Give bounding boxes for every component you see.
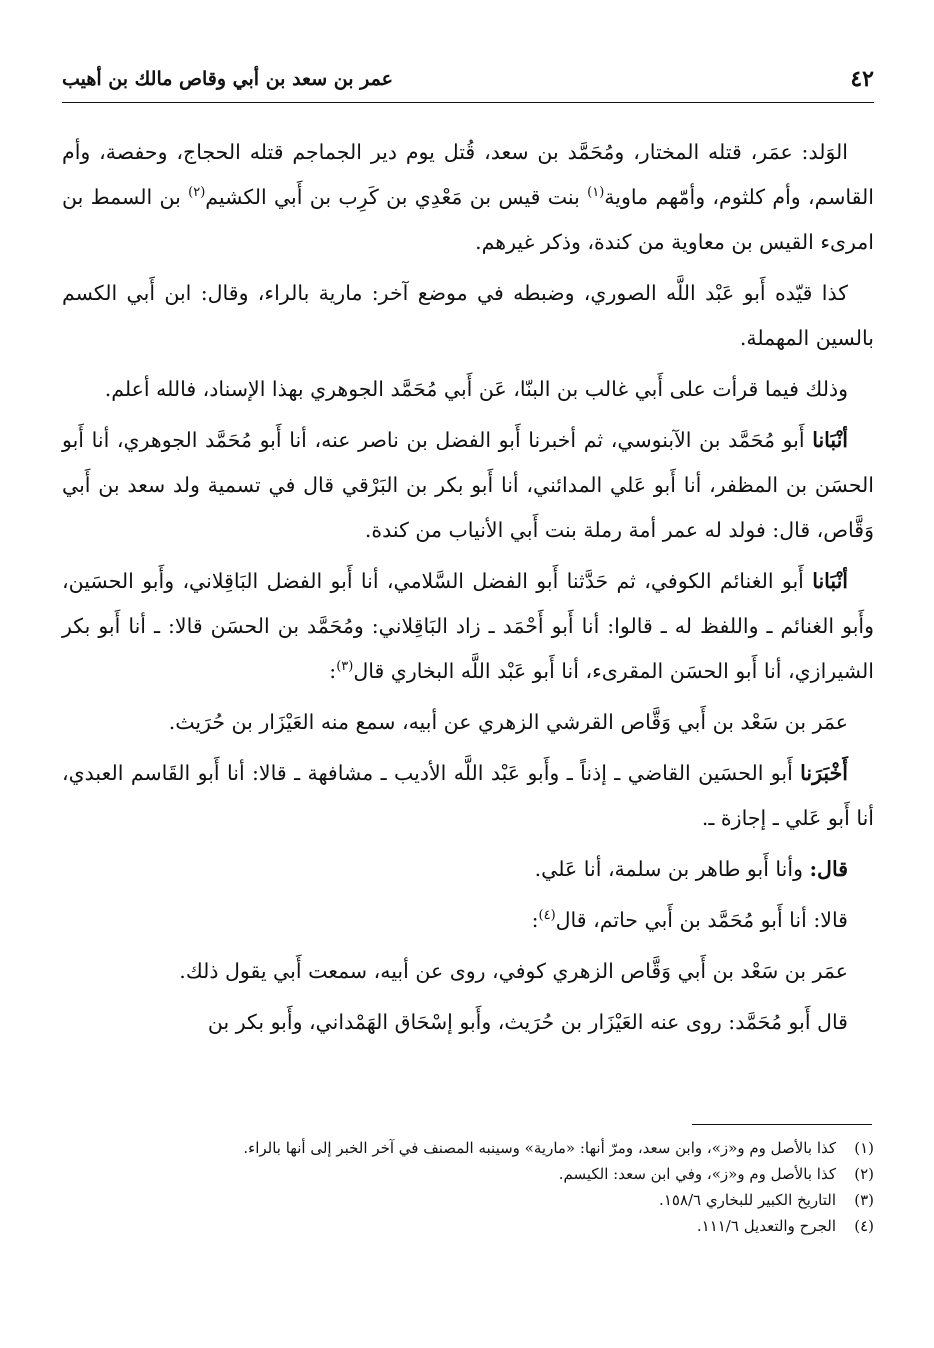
footnote [62, 1161, 874, 1187]
paragraph [62, 271, 874, 361]
paragraph-text: وذلك فيما قرأت على أَبي غالب بن البنّا، عَن أَبي مُحَمَّد الجوهري بهذا الإسناد، فالله أعلم. [104, 377, 848, 401]
paragraph-text: : [329, 659, 337, 683]
paragraph-text: كذا قيّده أَبو عَبْد اللَّه الصوري، وضبطه في موضع آخر: مارية بالراء، وقال: ابن أَبي الكسم بالسين المهملة. [62, 281, 874, 350]
paragraph [62, 418, 874, 553]
paragraph-lead-word: قال: [809, 857, 848, 881]
paragraph [62, 847, 874, 892]
paragraph-lead-word: أَخْبَرَنا [800, 761, 848, 785]
paragraph-text: بنت قيس بن مَعْدِي بن كَرِب بن أَبي الكشيم [205, 185, 588, 209]
footnote-divider [692, 1124, 872, 1125]
paragraph [62, 949, 874, 994]
paragraph-text: بن السمط بن امرىء القيس بن معاوية من كندة، وذكر غيرهم. [62, 185, 874, 254]
paragraph-text: عمَر بن سَعْد بن أَبي وَقَّاص القرشي الزهري عن أبيه، سمع منه العَيْزَار بن حُرَيث. [168, 710, 848, 734]
footnotes [62, 1135, 874, 1239]
paragraph-text: : [531, 908, 539, 932]
paragraph [62, 898, 874, 943]
paragraph [62, 700, 874, 745]
footnote-text: الجرح والتعديل ١١١/٦. [696, 1217, 836, 1235]
main-text [62, 130, 874, 1051]
paragraph-text: قالا: أنا أَبو مُحَمَّد بن أَبي حاتم، قال [555, 908, 848, 932]
footnote-number: (٤) [854, 1217, 874, 1235]
footnote-number: (٣) [854, 1191, 874, 1209]
paragraph [62, 559, 874, 694]
paragraph-lead-word: أنْبَانا [812, 569, 848, 593]
page-number: ٤٢ [850, 66, 874, 92]
paragraph-text: قال أَبو مُحَمَّد: روى عنه العَيْزَار بن حُرَيث، وأَبو إسْحَاق الهَمْداني، وأَبو بكر بن [207, 1010, 848, 1034]
paragraph-lead-word: أنْبَانا [812, 428, 848, 452]
paragraph-text: أَبو الحسَين القاضي ـ إذناً ـ وأَبو عَبْد اللَّه الأديب ـ مشافهة ـ قالا: أنا أَبو القَاسم العبدي، أنا أَبو عَلي ـ إجازة ـ. [62, 761, 874, 830]
paragraph-text: وأنا أَبو طاهر بن سلمة، أنا عَلي. [534, 857, 810, 881]
paragraph [62, 751, 874, 841]
paragraph [62, 1000, 874, 1045]
footnote-text: كذا بالأصل وم و«ز»، وابن سعد، ومرّ أنها: «مارية» وسينبه المصنف في آخر الخبر إلى أنها بالراء. [243, 1139, 836, 1157]
footnote-marker: (٢) [188, 185, 206, 201]
paragraph [62, 367, 874, 412]
footnote-number: (٢) [854, 1165, 874, 1183]
paragraph [62, 130, 874, 265]
footnote-marker: (٤) [538, 908, 556, 924]
paragraph-text: عمَر بن سَعْد بن أَبي وَقَّاص الزهري كوفي، روى عن أبيه، سمعت أَبي يقول ذلك. [179, 959, 848, 983]
footnote-number: (١) [854, 1139, 874, 1157]
footnote-text: التاريخ الكبير للبخاري ١٥٨/٦. [659, 1191, 836, 1209]
paragraph-text: أَبو الغنائم الكوفي، ثم حَدَّثنا أَبو الفضل السَّلامي، أنا أَبو الفضل البَاقِلاني، وأَبو الحسَين، وأَبو الغنائم ـ واللفظ له ـ قالوا: أنا أَبو أَحْمَد ـ زاد البَاقِلاني: ومُحَمَّد بن الحسَن قالا: ـ أنا أَبو بكر الشيرازي، أنا أَبو الحسَن المقرىء، أنا أَبو عَبْد اللَّه البخاري قال [62, 569, 875, 683]
footnote-text: كذا بالأصل وم و«ز»، وفي ابن سعد: الكيسم. [558, 1165, 836, 1183]
footnote [62, 1187, 874, 1213]
footnote [62, 1213, 874, 1239]
page-header [62, 62, 874, 103]
paragraph-text: أَبو مُحَمَّد بن الآبنوسي، ثم أخبرنا أَبو الفضل بن ناصر عنه، أنا أَبو مُحَمَّد الجوهري، أنا أَبو الحسَن بن المظفر، أنا أَبو عَلي المدائني، أنا أَبو بكر بن البَرْقي قال في تسمية ولد سعد بن أَبي وَقَّاص، قال: فولد له عمر أمة رملة بنت أَبي الأنياب من كندة. [62, 428, 874, 542]
footnote-marker: (٣) [336, 659, 354, 675]
footnote-marker: (١) [587, 185, 605, 201]
paragraph-text: الوَلد: عمَر، قتله المختار، ومُحَمَّد بن سعد، قُتل يوم دير الجماجم قتله الحجاج، وحفصة، وأم القاسم، وأم كلثوم، وأمّهم ماوية [62, 140, 874, 209]
running-title: عمر بن سعد بن أبي وقاص مالك بن أهيب [62, 68, 393, 90]
footnote [62, 1135, 874, 1161]
